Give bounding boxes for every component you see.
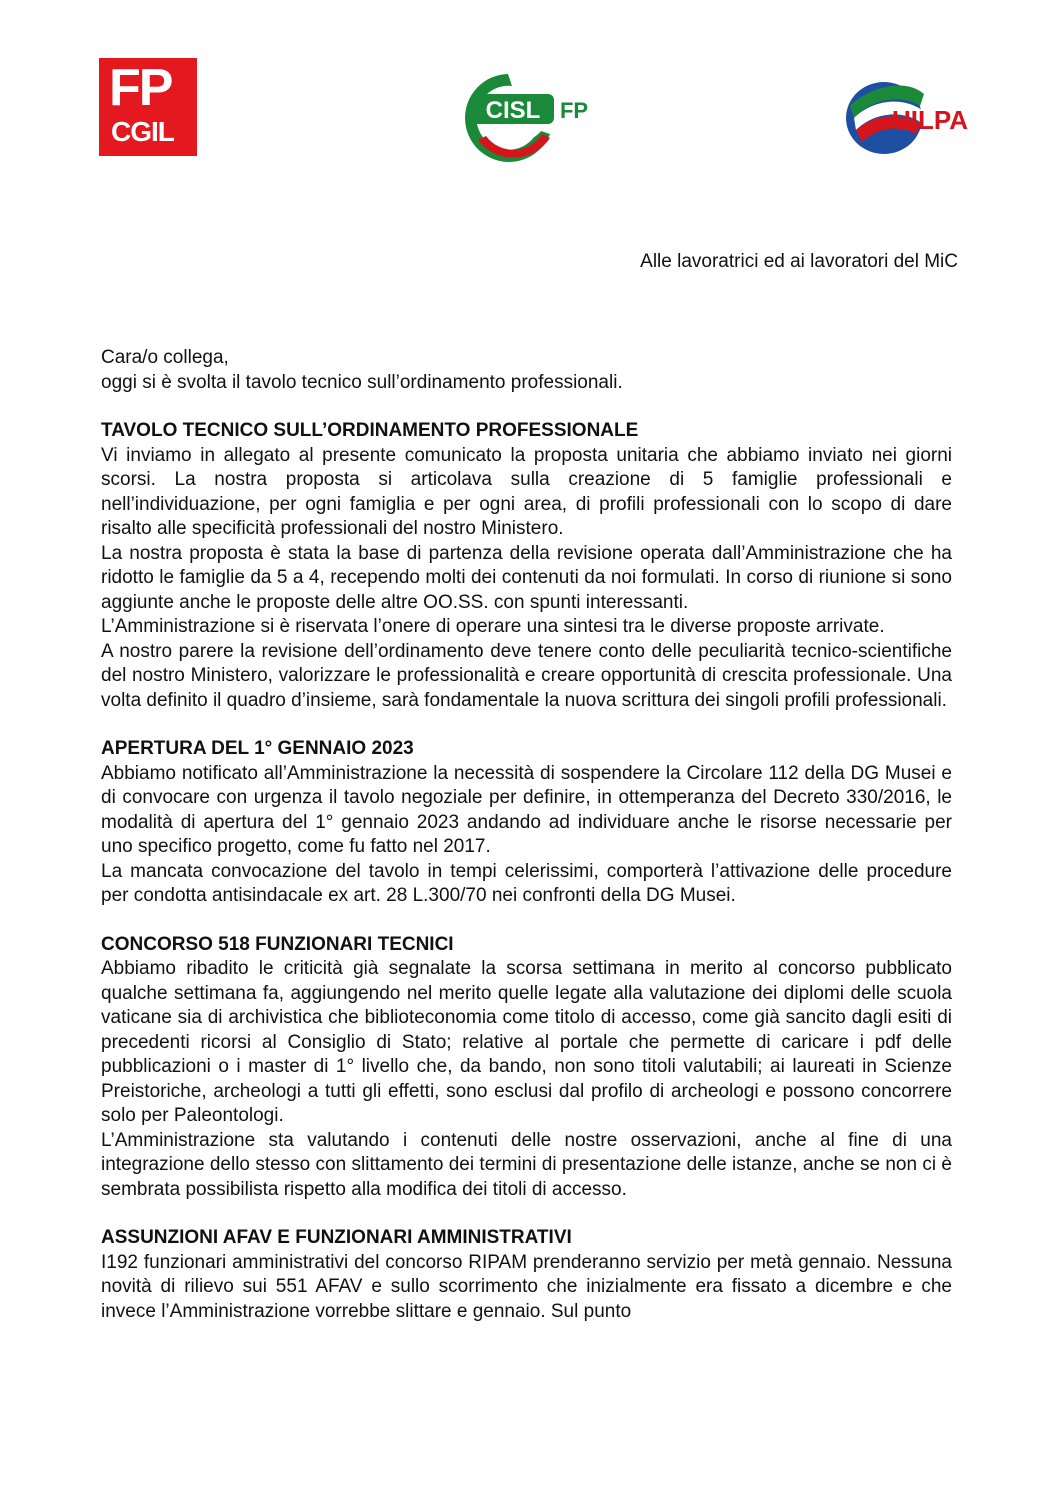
section-paragraph: I192 funzionari amministrativi del concorso RIPAM prenderanno servizio per metà gennaio. Nessuna novità di rilievo sui 551 AFAV e sullo scorrimento che inizialmente era fissato a dicembre e che invece l’Amministrazione vorrebbe slittare e gennaio. Sul punto xyxy=(101,1251,952,1322)
section-paragraph: La nostra proposta è stata la base di partenza della revisione operata dall’Amministrazione che ha ridotto le famiglie da 5 a 4, recependo molti dei contenuti da noi formulati. In corso di riunione si sono aggiunte anche le proposte delle altre OO.SS. con spunti interessanti. xyxy=(101,542,952,613)
section-paragraph: A nostro parere la revisione dell’ordinamento deve tenere conto delle peculiarità tecnico-scientifiche del nostro Ministero, valorizzare le professionalità e creare opportunità di crescita professionale. Una volta definito il quadro d’insieme, sarà fondamentale la nuova scrittura dei singoli profili professionali. xyxy=(101,640,952,711)
recipient-line: Alle lavoratrici ed ai lavoratori del MiC xyxy=(640,251,958,272)
fp-cgil-logo-line2: CGIL xyxy=(111,116,174,147)
cisl-fp-logo xyxy=(458,68,608,168)
cisl-fp-logo-line1: CISL xyxy=(485,97,541,124)
letterhead xyxy=(0,0,1058,200)
intro-text: oggi si è svolta il tavolo tecnico sull’ordinamento professionali. xyxy=(101,371,623,393)
section-title-concorso: CONCORSO 518 FUNZIONARI TECNICI xyxy=(101,933,454,955)
fp-cgil-logo-line1: FP xyxy=(109,59,172,117)
section-title-assunzioni: ASSUNZIONI AFAV E FUNZIONARI AMMINISTRATIVI xyxy=(101,1227,572,1248)
uilpa-logo-text: UILPA xyxy=(891,105,969,135)
cisl-fp-logo-line2: FP xyxy=(559,98,589,123)
section-paragraph: Vi inviamo in allegato al presente comunicato la proposta unitaria che abbiamo inviato nei giorni scorsi. La nostra proposta si articolava sulla creazione di 5 famiglie professionali e nell’individuazione, per ogni famiglia e per ogni area, di profili professionali con lo scopo di dare risalto alle specificità professionali del nostro Ministero. xyxy=(101,444,952,539)
section-paragraph: La mancata convocazione del tavolo in tempi celerissimi, comporterà l’attivazione delle procedure per condotta antisindacale ex art. 28 L.300/70 nei confronti della DG Musei. xyxy=(101,860,952,906)
section-title-apertura: APERTURA DEL 1° GENNAIO 2023 xyxy=(101,738,414,759)
greeting: Cara/o collega, xyxy=(101,347,229,368)
letter-body xyxy=(101,346,952,1324)
section-paragraph: Abbiamo notificato all’Amministrazione la necessità di sospendere la Circolare 112 della DG Musei e di convocare con urgenza il tavolo negoziale per definire, in ottemperanza del Decreto 330/2016, le modalità di apertura del 1° gennaio 2023 andando ad individuare anche le risorse necessarie per uno specifico progetto, come fu fatto nel 2017. xyxy=(101,762,952,857)
section-paragraph: L’Amministrazione sta valutando i contenuti delle nostre osservazioni, anche al fine di una integrazione dello stesso con slittamento dei termini di presentazione delle istanze, anche se non ci è sembrata possibilista rispetto alla modifica dei titoli di accesso. xyxy=(101,1129,952,1200)
uilpa-logo xyxy=(840,72,970,162)
section-paragraph: L’Amministrazione si è riservata l’onere di operare una sintesi tra le diverse proposte arrivate. xyxy=(101,616,885,637)
fp-cgil-logo xyxy=(99,58,197,156)
section-paragraph: Abbiamo ribadito le criticità già segnalate la scorsa settimana in merito al concorso pubblicato qualche settimana fa, aggiungendo nel merito quelle legate alla valutazione dei diplomi delle scuola vaticane sia di archivistica che biblioteconomia come titolo di accesso, come già sancito dagli esiti di precedenti ricorsi al Consiglio di Stato; relative al portale che permette di caricare i pdf delle pubblicazioni o i master di 1° livello che, da bando, non sono titoli valutabili; ai laureati in Scienze Preistoriche, archeologi a tutti gli effetti, sono esclusi dal profilo di archeologi e possono concorrere solo per Paleontologi. xyxy=(101,958,952,1126)
section-title-ordinamento: TAVOLO TECNICO SULL’ORDINAMENTO PROFESSIONALE xyxy=(101,420,639,441)
